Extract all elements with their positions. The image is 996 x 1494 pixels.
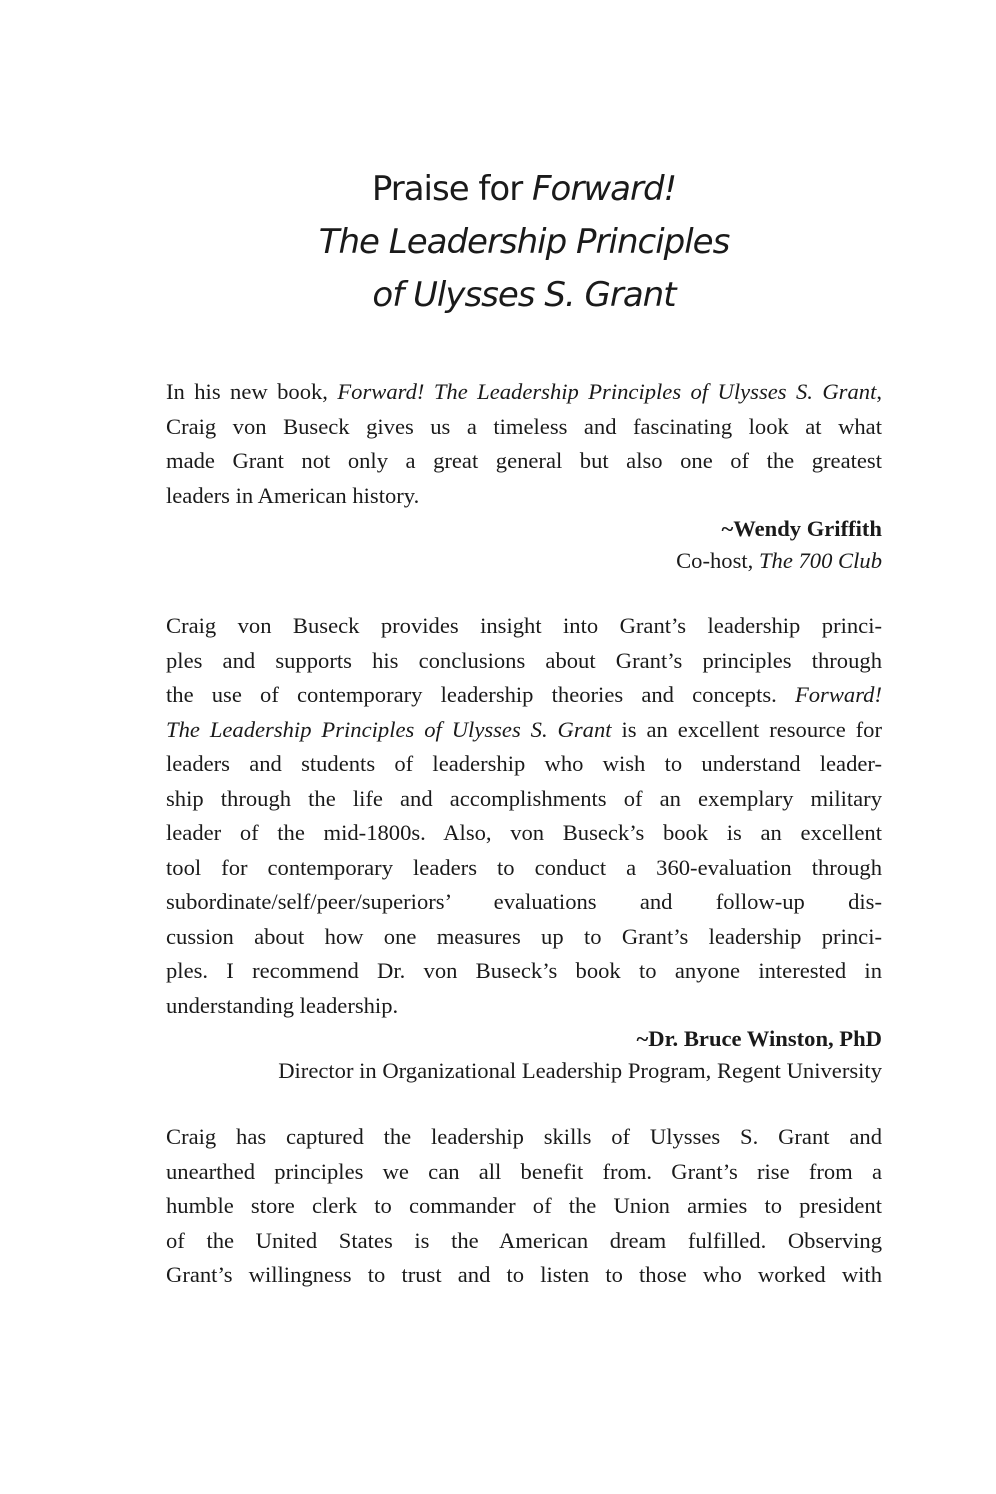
testimonial-2 xyxy=(166,609,882,1087)
title-prefix: Praise for xyxy=(371,169,532,209)
text: , xyxy=(876,379,882,404)
text: Director in Organizational Leadership Program, Regent University xyxy=(278,1058,882,1083)
text: understanding leadership. xyxy=(166,992,399,1018)
body-line xyxy=(166,989,882,1024)
testimonial-author: ~Dr. Bruce Winston, PhD xyxy=(636,1026,882,1051)
body-line xyxy=(166,782,882,817)
text: In his new book, xyxy=(166,379,338,404)
body-line xyxy=(166,410,882,445)
text: leader of the mid-1800s. Also, von Buseck’s book is an excellent xyxy=(166,820,882,845)
italic-text: Forward! The Leadership Principles of Ulysses S. Grant xyxy=(337,379,877,404)
text: Grant’s willingness to trust and to listen to those who worked with xyxy=(166,1262,882,1287)
page-title xyxy=(0,163,996,322)
testimonial-author-role xyxy=(166,1055,882,1087)
body-line xyxy=(166,479,882,514)
title-line-3: of Ulysses S. Grant xyxy=(372,275,676,315)
body-line xyxy=(166,713,882,748)
text: ship through the life and accomplishments of an exemplary military xyxy=(166,785,882,811)
text: subordinate/self/peer/superiors’ evaluations and follow-up dis- xyxy=(166,889,882,914)
body-line xyxy=(166,375,882,410)
body-line xyxy=(166,954,882,989)
testimonial-author: ~Wendy Griffith xyxy=(721,516,882,541)
text: the use of contemporary leadership theories and concepts. xyxy=(166,682,795,707)
body-line xyxy=(166,851,882,886)
text: tool for contemporary leaders to conduct a 360-evaluation through xyxy=(166,854,882,880)
italic-text: The Leadership Principles of Ulysses S. Grant xyxy=(166,716,612,742)
text: leaders and students of leadership who wish to understand leader- xyxy=(166,751,882,776)
body-line xyxy=(166,920,882,955)
title-book-name: Forward! xyxy=(532,169,677,209)
body-line xyxy=(166,747,882,782)
text: Craig has captured the leadership skills of Ulysses S. Grant and xyxy=(166,1124,882,1149)
text: Craig von Buseck gives us a timeless and fascinating look at what xyxy=(166,413,882,439)
body-line xyxy=(166,1189,882,1224)
text: leaders in American history. xyxy=(166,482,420,508)
body-line xyxy=(166,1258,882,1293)
body-line xyxy=(166,885,882,920)
testimonial-1 xyxy=(166,375,882,577)
italic-text: The 700 Club xyxy=(758,548,882,573)
text: ples and supports his conclusions about Grant’s principles through xyxy=(166,647,882,673)
body-line xyxy=(166,644,882,679)
text: is an excellent resource for xyxy=(611,716,882,742)
body-line xyxy=(166,1155,882,1190)
text: unearthed principles we can all benefit from. Grant’s rise from a xyxy=(166,1158,882,1184)
text: of the United States is the American dream fulfilled. Observing xyxy=(166,1227,882,1253)
text: humble store clerk to commander of the Union armies to president xyxy=(166,1193,882,1218)
testimonial-author-role xyxy=(166,545,882,577)
body-line xyxy=(166,678,882,713)
text: Craig von Buseck provides insight into Grant’s leadership princi- xyxy=(166,613,882,638)
body-line xyxy=(166,609,882,644)
body-line xyxy=(166,1224,882,1259)
text: cussion about how one measures up to Grant’s leadership princi- xyxy=(166,923,882,949)
title-line-2: The Leadership Principles xyxy=(318,222,730,262)
body-line xyxy=(166,444,882,479)
text: ples. I recommend Dr. von Buseck’s book to anyone interested in xyxy=(166,958,882,983)
body-line xyxy=(166,816,882,851)
body-line xyxy=(166,1120,882,1155)
text: Co-host, xyxy=(676,548,759,573)
testimonial-3 xyxy=(166,1120,882,1293)
text: made Grant not only a great general but also one of the greatest xyxy=(166,448,882,473)
italic-text: Forward! xyxy=(794,682,882,707)
